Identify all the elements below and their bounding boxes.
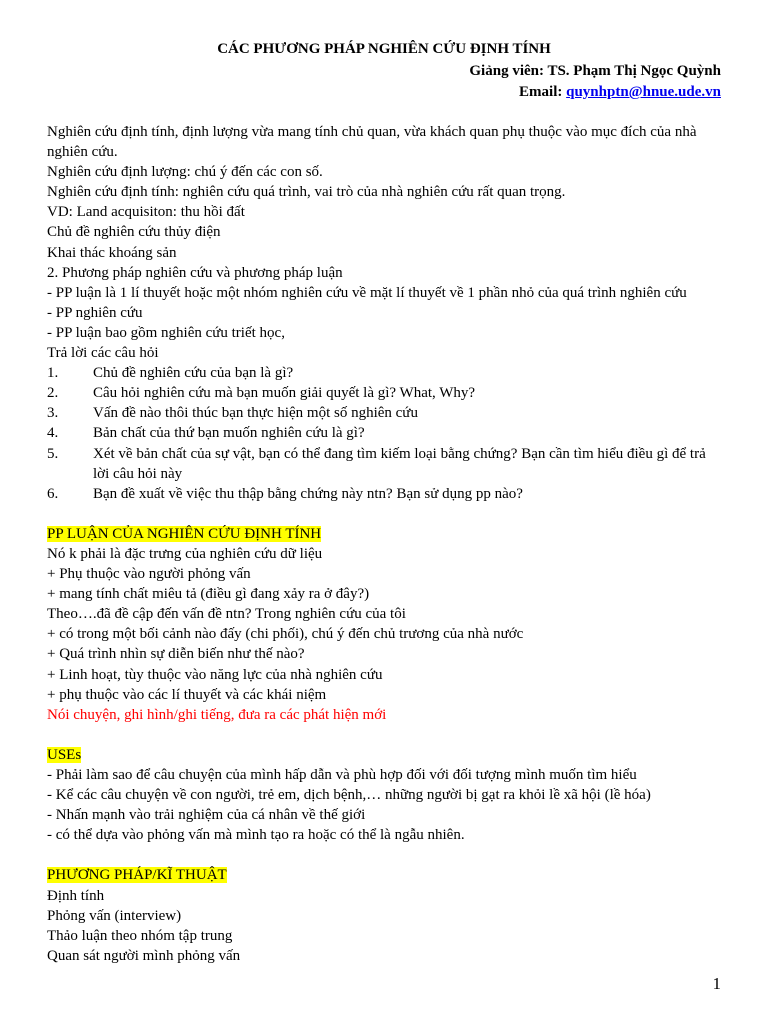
- question-number: 2.: [47, 385, 59, 402]
- document-title: CÁC PHƯƠNG PHÁP NGHIÊN CỨU ĐỊNH TÍNH: [217, 41, 551, 57]
- section-line: - có thể dựa vào phỏng vấn mà mình tạo ra hoặc có thể là ngẫu nhiên.: [47, 827, 465, 844]
- question-text: Xét về bản chất của sự vật, bạn có thể đang tìm kiếm loại bằng chứng? Bạn cần tìm hiểu điều gì để trả lời câu hỏi này: [93, 445, 706, 482]
- section-line: + Phụ thuộc vào người phỏng vấn: [47, 566, 251, 583]
- section-line: Theo….đã đề cập đến vấn đề ntn? Trong nghiên cứu của tôi: [47, 606, 406, 623]
- email-link[interactable]: quynhptn@hnue.ude.vn: [566, 84, 721, 100]
- highlighted-heading: USEs: [47, 746, 82, 763]
- section-line: + Linh hoạt, tùy thuộc vào năng lực của nhà nghiên cứu: [47, 666, 383, 683]
- question-text: Chủ đề nghiên cứu của bạn là gì?: [93, 365, 294, 382]
- page-number: 1: [712, 974, 721, 993]
- document-body: [47, 122, 723, 966]
- spacer: [47, 845, 723, 865]
- question-item: [47, 363, 723, 383]
- question-number: 4.: [47, 425, 59, 442]
- question-item: [47, 484, 723, 504]
- question-number: 3.: [47, 405, 59, 422]
- email-label: Email:: [519, 84, 567, 100]
- section-methodology: [47, 524, 723, 725]
- highlighted-heading: PHƯƠNG PHÁP/KĨ THUẬT: [47, 867, 227, 884]
- question-item: [47, 423, 723, 443]
- intro-paragraph: - PP luận bao gồm nghiên cứu triết học,: [47, 324, 285, 341]
- section-techniques: [47, 865, 723, 965]
- question-item: [47, 403, 723, 423]
- question-number: 5.: [47, 445, 59, 462]
- intro-paragraph: Trả lời các câu hỏi: [47, 345, 159, 362]
- section-uses: [47, 745, 723, 845]
- section-line: Phỏng vấn (interview): [47, 907, 182, 924]
- intro-paragraph: Chủ đề nghiên cứu thủy điện: [47, 224, 221, 241]
- section-line: + Quá trình nhìn sự diễn biến như thế nào?: [47, 646, 305, 663]
- intro-paragraph: VD: Land acquisiton: thu hồi đất: [47, 204, 245, 221]
- intro-paragraph: Nghiên cứu định tính, định lượng vừa mang tính chủ quan, vừa khách quan phụ thuộc vào mục đích của nhà nghiên cứu.: [47, 124, 697, 161]
- question-number: 1.: [47, 365, 59, 382]
- intro-paragraph: Khai thác khoáng sản: [47, 244, 177, 261]
- questions-list: [47, 363, 723, 504]
- question-item: [47, 444, 723, 484]
- section-line: Thảo luận theo nhóm tập trung: [47, 927, 233, 944]
- intro-paragraph: - PP luận là 1 lí thuyết hoặc một nhóm nghiên cứu về mặt lí thuyết về 1 phần nhỏ của quá trình nghiên cứu: [47, 284, 687, 301]
- highlighted-heading: PP LUẬN CỦA NGHIÊN CỨU ĐỊNH TÍNH: [47, 525, 322, 542]
- intro-paragraph: 2. Phương pháp nghiên cứu và phương pháp luận: [47, 264, 343, 281]
- section-line: + mang tính chất miêu tả (điều gì đang xảy ra ở đây?): [47, 586, 370, 603]
- section-line: Định tính: [47, 887, 105, 904]
- section-line: - Nhấn mạnh vào trải nghiệm của cá nhân về thế giới: [47, 807, 366, 824]
- section-line: Quan sát người mình phỏng vấn: [47, 947, 241, 964]
- section-heading: [47, 745, 723, 765]
- question-text: Bản chất của thứ bạn muốn nghiên cứu là gì?: [93, 425, 365, 442]
- section-line: - Phải làm sao để câu chuyện của mình hấp dẫn và phù hợp đối với đối tượng mình muốn tìm hiểu: [47, 767, 637, 783]
- intro-block: [47, 122, 723, 363]
- section-heading: [47, 524, 723, 544]
- section-heading: [47, 865, 723, 885]
- intro-paragraph: - PP nghiên cứu: [47, 304, 143, 321]
- question-text: Vấn đề nào thôi thúc bạn thực hiện một số nghiên cứu: [93, 405, 418, 422]
- intro-paragraph: Nghiên cứu định tính: nghiên cứu quá trình, vai trò của nhà nghiên cứu rất quan trọng.: [47, 184, 566, 201]
- section-line: - Kể các câu chuyện về con người, trẻ em, dịch bệnh,… những người bị gạt ra khỏi lề xã hội (lề hóa): [47, 787, 651, 804]
- red-note: Nói chuyện, ghi hình/ghi tiếng, đưa ra các phát hiện mới: [47, 706, 387, 723]
- question-text: Bạn đề xuất về việc thu thập bằng chứng này ntn? Bạn sử dụng pp nào?: [93, 485, 523, 502]
- section-line: Nó k phải là đặc trưng của nghiên cứu dữ liệu: [47, 545, 323, 562]
- spacer: [47, 504, 723, 524]
- spacer: [47, 725, 723, 745]
- email-line: [519, 84, 721, 101]
- question-number: 6.: [47, 485, 59, 502]
- section-line: + phụ thuộc vào các lí thuyết và các khái niệm: [47, 686, 327, 703]
- lecturer-line: Giảng viên: TS. Phạm Thị Ngọc Quỳnh: [469, 63, 721, 79]
- intro-paragraph: Nghiên cứu định lượng: chú ý đến các con số.: [47, 164, 323, 181]
- question-item: [47, 383, 723, 403]
- section-line: + có trong một bối cảnh nào đấy (chi phối), chú ý đến chủ trương của nhà nước: [47, 626, 524, 643]
- question-text: Câu hỏi nghiên cứu mà bạn muốn giải quyết là gì? What, Why?: [93, 385, 476, 402]
